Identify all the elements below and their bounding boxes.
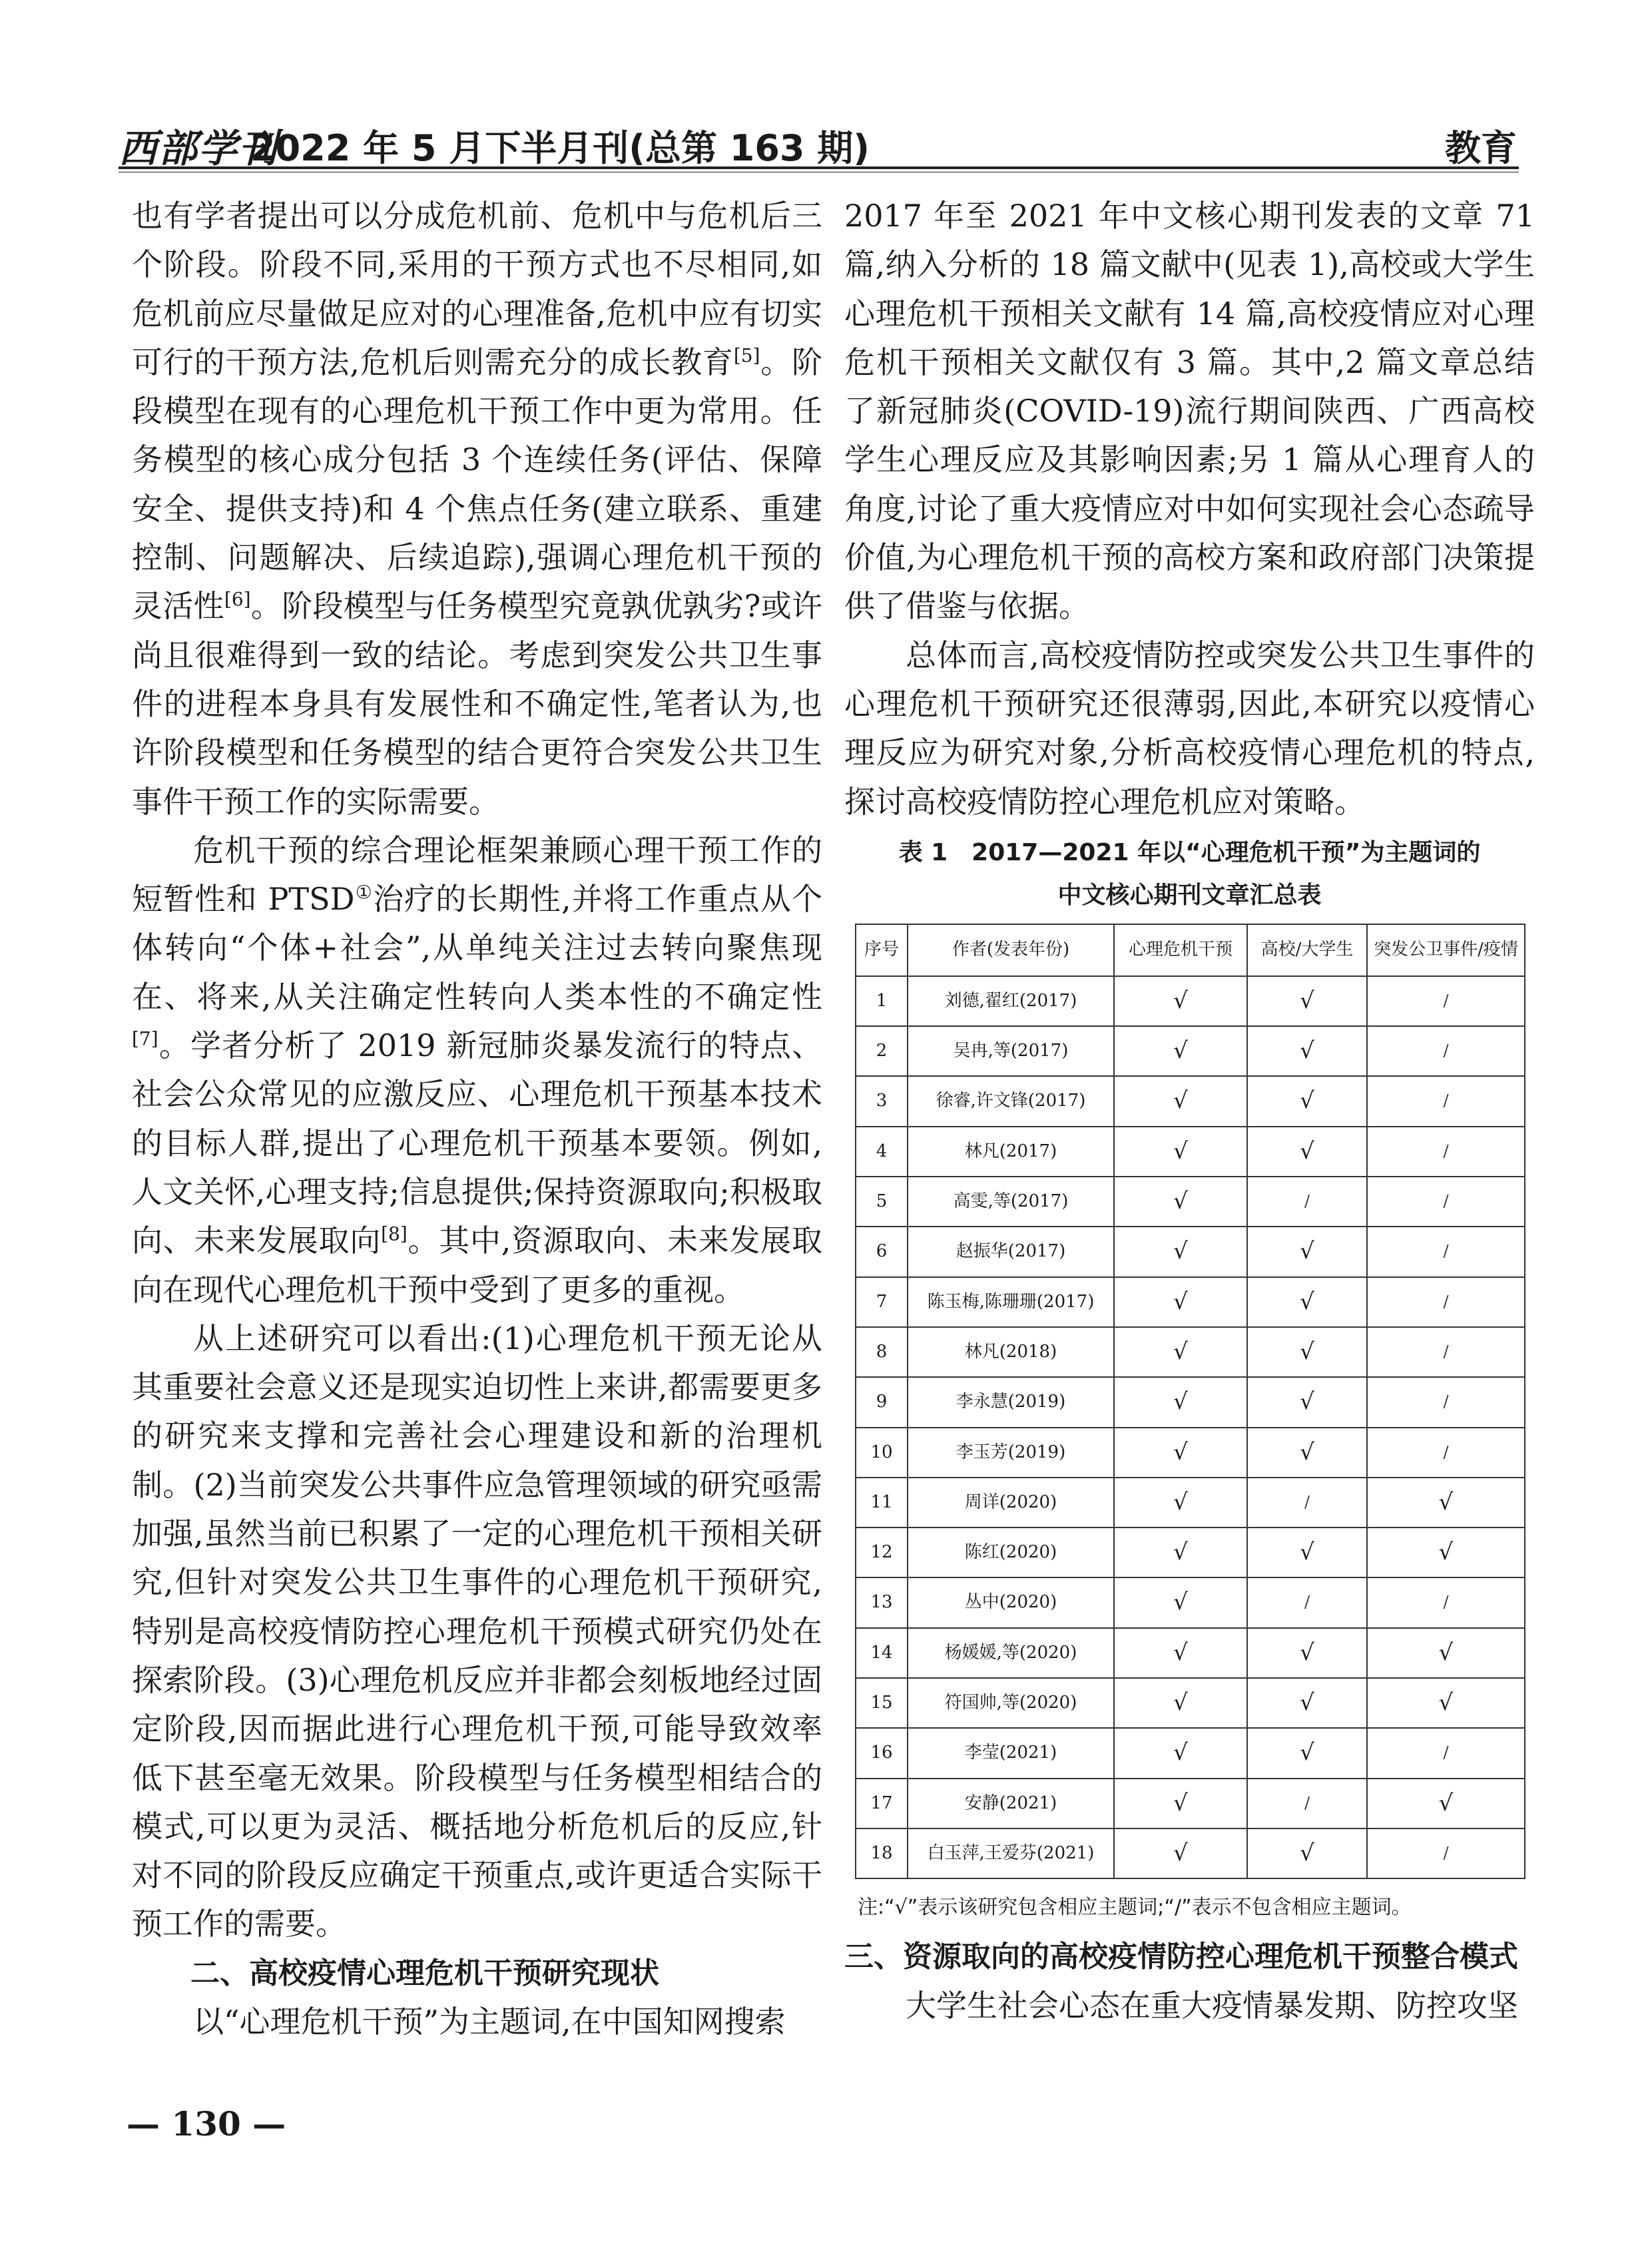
row-index-cell: 11 — [856, 1478, 908, 1528]
topic-mark-cell: √ — [1247, 1728, 1367, 1778]
row-index-cell: 13 — [856, 1577, 908, 1627]
author-cell: 陈红(2020) — [908, 1528, 1114, 1577]
paragraph: 也有学者提出可以分成危机前、危机中与危机后三个阶段。阶段不同,采用的干预方式也不尽相同,如危机前应尽量做足应对的心理准备,危机中应有切实可行的干预方法,危机后则需充分的成长教育[5]。阶段模型在现有的心理危机干预工作中更为常用。任务模型的核心成分包括 3 个连续任务(评估、保障安全、提供支持)和 4 个焦点任务(建立联系、重建控制、问题解决、后续追踪),强调心理危机干预的灵活性[6]。阶段模型与任务模型究竟孰优孰劣?或许尚且很难得到一致的结论。考虑到突发公共卫生事件的进程本身具有发展性和不确定性,笔者认为,也许阶段模型和任务模型的结合更符合突发公共卫生事件干预工作的实际需要。 — [132, 198, 823, 820]
topic-mark-cell: √ — [1367, 1478, 1525, 1528]
row-index-cell: 4 — [856, 1127, 908, 1177]
author-cell: 吴冉,等(2017) — [908, 1026, 1114, 1076]
topic-mark-cell: / — [1367, 1026, 1525, 1076]
paragraph: 从上述研究可以看出:(1)心理危机干预无论从其重要社会意义还是现实迫切性上来讲,都需要更多的研究来支撑和完善社会心理建设和新的治理机制。(2)当前突发公共事件应急管理领域的研究亟需加强,虽然当前已积累了一定的心理危机干预相关研究,但针对突发公共卫生事件的心理危机干预研究,特别是高校疫情防控心理危机干预模式研究仍处在探索阶段。(3)心理危机反应并非都会刻板地经过固定阶段,因而据此进行心理危机干预,可能导致效率低下甚至毫无效果。阶段模型与任务模型相结合的模式,可以更为灵活、概括地分析危机后的反应,针对不同的阶段反应确定干预重点,或许更适合实际干预工作的需要。 — [132, 1320, 822, 1942]
topic-mark-cell: / — [1367, 1227, 1525, 1276]
paragraph: 以“心理危机干预”为主题词,在中国知网搜索 — [193, 2003, 786, 2040]
paragraph: 总体而言,高校疫情防控或突发公共卫生事件的心理危机干预研究还很薄弱,因此,本研究以疫情心理反应为研究对象,分析高校疫情心理危机的特点,探讨高校疫情防控心理危机应对策略。 — [844, 637, 1535, 820]
table-row — [856, 976, 1525, 1026]
topic-mark-cell: √ — [1247, 1828, 1367, 1878]
topic-mark-cell: √ — [1247, 1227, 1367, 1276]
table-header-row — [856, 924, 1525, 976]
footnote-mark: ① — [354, 881, 373, 904]
table-row — [856, 1628, 1525, 1678]
topic-mark-cell: √ — [1247, 1377, 1367, 1427]
table-row — [856, 1728, 1525, 1778]
table-row — [856, 1779, 1525, 1828]
author-cell: 徐睿,许文锋(2017) — [908, 1076, 1114, 1126]
topic-mark-cell: √ — [1114, 1177, 1247, 1227]
table-header-cell: 高校/大学生 — [1247, 924, 1367, 976]
table-caption — [844, 832, 1535, 917]
topic-mark-cell: / — [1367, 1177, 1525, 1227]
topic-mark-cell: √ — [1114, 1828, 1247, 1878]
citation: [6] — [224, 589, 251, 611]
left-column — [132, 192, 822, 2123]
journal-logo: 西部学刊 — [119, 126, 279, 171]
author-cell: 李永慧(2019) — [908, 1377, 1114, 1427]
table-row — [856, 1277, 1525, 1327]
table-header-cell: 作者(发表年份) — [908, 924, 1114, 976]
row-index-cell: 5 — [856, 1177, 908, 1227]
table-caption-line: 中文核心期刊文章汇总表 — [1057, 881, 1322, 909]
topic-mark-cell: √ — [1247, 1127, 1367, 1177]
table-note: 注:“√”表示该研究包含相应主题词;“/”表示不包含相应主题词。 — [858, 1896, 1412, 1920]
topic-mark-cell: √ — [1114, 1478, 1247, 1528]
topic-mark-cell: √ — [1114, 976, 1247, 1026]
table-row — [856, 1478, 1525, 1528]
section-heading: 二、高校疫情心理危机干预研究现状 — [190, 1956, 659, 1990]
row-index-cell: 3 — [856, 1076, 908, 1126]
row-index-cell: 2 — [856, 1026, 908, 1076]
topic-mark-cell: √ — [1114, 1277, 1247, 1327]
author-cell: 李莹(2021) — [908, 1728, 1114, 1778]
author-cell: 安静(2021) — [908, 1779, 1114, 1828]
table-header-cell: 序号 — [856, 924, 908, 976]
section-heading: 三、资源取向的高校疫情防控心理危机干预整合模式 — [844, 1940, 1518, 1974]
topic-mark-cell: √ — [1114, 1428, 1247, 1478]
table-row — [856, 1528, 1525, 1577]
topic-mark-cell: √ — [1247, 1026, 1367, 1076]
table-row — [856, 1177, 1525, 1227]
topic-mark-cell: √ — [1114, 1678, 1247, 1728]
paragraph: 大学生社会心态在重大疫情暴发期、防控攻坚 — [906, 1987, 1518, 2024]
author-cell: 高雯,等(2017) — [908, 1177, 1114, 1227]
topic-mark-cell: √ — [1247, 1678, 1367, 1728]
row-index-cell: 16 — [856, 1728, 908, 1778]
topic-mark-cell: √ — [1114, 1377, 1247, 1427]
table-row — [856, 1577, 1525, 1627]
row-index-cell: 14 — [856, 1628, 908, 1678]
topic-mark-cell: √ — [1114, 1127, 1247, 1177]
author-cell: 陈玉梅,陈珊珊(2017) — [908, 1277, 1114, 1327]
topic-mark-cell: √ — [1114, 1628, 1247, 1678]
topic-mark-cell: √ — [1114, 1577, 1247, 1627]
table-row — [856, 1828, 1525, 1878]
row-index-cell: 8 — [856, 1327, 908, 1377]
page-header — [119, 112, 1517, 171]
topic-mark-cell: / — [1367, 1127, 1525, 1177]
topic-mark-cell: √ — [1247, 1277, 1367, 1327]
citation: [7] — [132, 1027, 158, 1050]
row-index-cell: 12 — [856, 1528, 908, 1577]
author-cell: 刘德,翟红(2017) — [908, 976, 1114, 1026]
topic-mark-cell: √ — [1247, 1628, 1367, 1678]
table-header-cell: 突发公卫事件/疫情 — [1367, 924, 1525, 976]
author-cell: 林凡(2018) — [908, 1327, 1114, 1377]
author-cell: 丛中(2020) — [908, 1577, 1114, 1627]
table-row — [856, 1377, 1525, 1427]
topic-mark-cell: √ — [1247, 1428, 1367, 1478]
topic-mark-cell: / — [1247, 1779, 1367, 1828]
issue-info: 2022 年 5 月下半月刊(总第 163 期) — [250, 127, 870, 169]
citation: [5] — [733, 344, 760, 367]
row-index-cell: 17 — [856, 1779, 908, 1828]
row-index-cell: 9 — [856, 1377, 908, 1427]
citation: [8] — [381, 1223, 408, 1245]
row-index-cell: 15 — [856, 1678, 908, 1728]
right-column — [844, 192, 1535, 2030]
topic-mark-cell: / — [1247, 1177, 1367, 1227]
row-index-cell: 18 — [856, 1828, 908, 1878]
row-index-cell: 10 — [856, 1428, 908, 1478]
topic-mark-cell: / — [1367, 1377, 1525, 1427]
table-row — [856, 1227, 1525, 1276]
topic-mark-cell: / — [1367, 1277, 1525, 1327]
row-index-cell: 1 — [856, 976, 908, 1026]
topic-mark-cell: √ — [1114, 1026, 1247, 1076]
topic-mark-cell: / — [1367, 976, 1525, 1026]
table-row — [856, 1026, 1525, 1076]
paragraph: 危机干预的综合理论框架兼顾心理干预工作的短暂性和 PTSD①治疗的长期性,并将工作重点从个体转向“个体+社会”,从单纯关注过去转向聚焦现在、将来,从关注确定性转向人类本性的不确定性[7]。学者分析了 2019 新冠肺炎暴发流行的特点、社会公众常见的应激反应、心理危机干预基本技术的目标人群,提出了心理危机干预基本要领。例如,人文关怀,心理支持;信息提供;保持资源取向;积极取向、未来发展取向[8]。其中,资源取向、未来发展取向在现代心理危机干预中受到了更多的重视。 — [132, 832, 823, 1308]
table-caption-line: 表 1 2017—2021 年以“心理危机干预”为主题词的 — [898, 838, 1481, 866]
table-row — [856, 1428, 1525, 1478]
table-row — [856, 1127, 1525, 1177]
topic-mark-cell: √ — [1114, 1528, 1247, 1577]
literature-table — [855, 924, 1525, 1879]
topic-mark-cell: √ — [1247, 976, 1367, 1026]
section-tag: 教育 — [1445, 127, 1517, 169]
author-cell: 林凡(2017) — [908, 1127, 1114, 1177]
author-cell: 李玉芳(2019) — [908, 1428, 1114, 1478]
row-index-cell: 7 — [856, 1277, 908, 1327]
topic-mark-cell: / — [1247, 1577, 1367, 1627]
topic-mark-cell: √ — [1247, 1528, 1367, 1577]
topic-mark-cell: / — [1367, 1076, 1525, 1126]
author-cell: 周详(2020) — [908, 1478, 1114, 1528]
topic-mark-cell: √ — [1114, 1779, 1247, 1828]
topic-mark-cell: √ — [1247, 1076, 1367, 1126]
table-row — [856, 1327, 1525, 1377]
topic-mark-cell: / — [1367, 1428, 1525, 1478]
paragraph: 2017 年至 2021 年中文核心期刊发表的文章 71 篇,纳入分析的 18 篇文献中(见表 1),高校或大学生心理危机干预相关文献有 14 篇,高校疫情应对心理危机干预相关文献仅有 3 篇。其中,2 篇文章总结了新冠肺炎(COVID-19)流行期间陕西、广西高校学生心理反应及其影响因素;另 1 篇从心理育人的角度,讨论了重大疫情应对中如何实现社会心态疏导价值,为心理危机干预的高校方案和政府部门决策提供了借鉴与依据。 — [844, 198, 1535, 625]
topic-mark-cell: √ — [1367, 1528, 1525, 1577]
topic-mark-cell: / — [1367, 1327, 1525, 1377]
header-rule — [119, 166, 1519, 169]
topic-mark-cell: √ — [1114, 1076, 1247, 1126]
topic-mark-cell: √ — [1367, 1678, 1525, 1728]
author-cell: 赵振华(2017) — [908, 1227, 1114, 1276]
table-header-cell: 心理危机干预 — [1114, 924, 1247, 976]
topic-mark-cell: √ — [1114, 1227, 1247, 1276]
row-index-cell: 6 — [856, 1227, 908, 1276]
topic-mark-cell: √ — [1114, 1728, 1247, 1778]
author-cell: 符国帅,等(2020) — [908, 1678, 1114, 1728]
topic-mark-cell: √ — [1367, 1628, 1525, 1678]
topic-mark-cell: √ — [1114, 1327, 1247, 1377]
table-row — [856, 1076, 1525, 1126]
topic-mark-cell: / — [1367, 1828, 1525, 1878]
table-row — [856, 1678, 1525, 1728]
topic-mark-cell: / — [1367, 1728, 1525, 1778]
topic-mark-cell: / — [1367, 1577, 1525, 1627]
table-body — [856, 976, 1525, 1878]
author-cell: 白玉萍,王爱芬(2021) — [908, 1828, 1114, 1878]
page-number: — 130 — — [127, 2104, 286, 2143]
topic-mark-cell: / — [1247, 1478, 1367, 1528]
author-cell: 杨媛媛,等(2020) — [908, 1628, 1114, 1678]
topic-mark-cell: √ — [1247, 1327, 1367, 1377]
topic-mark-cell: √ — [1367, 1779, 1525, 1828]
